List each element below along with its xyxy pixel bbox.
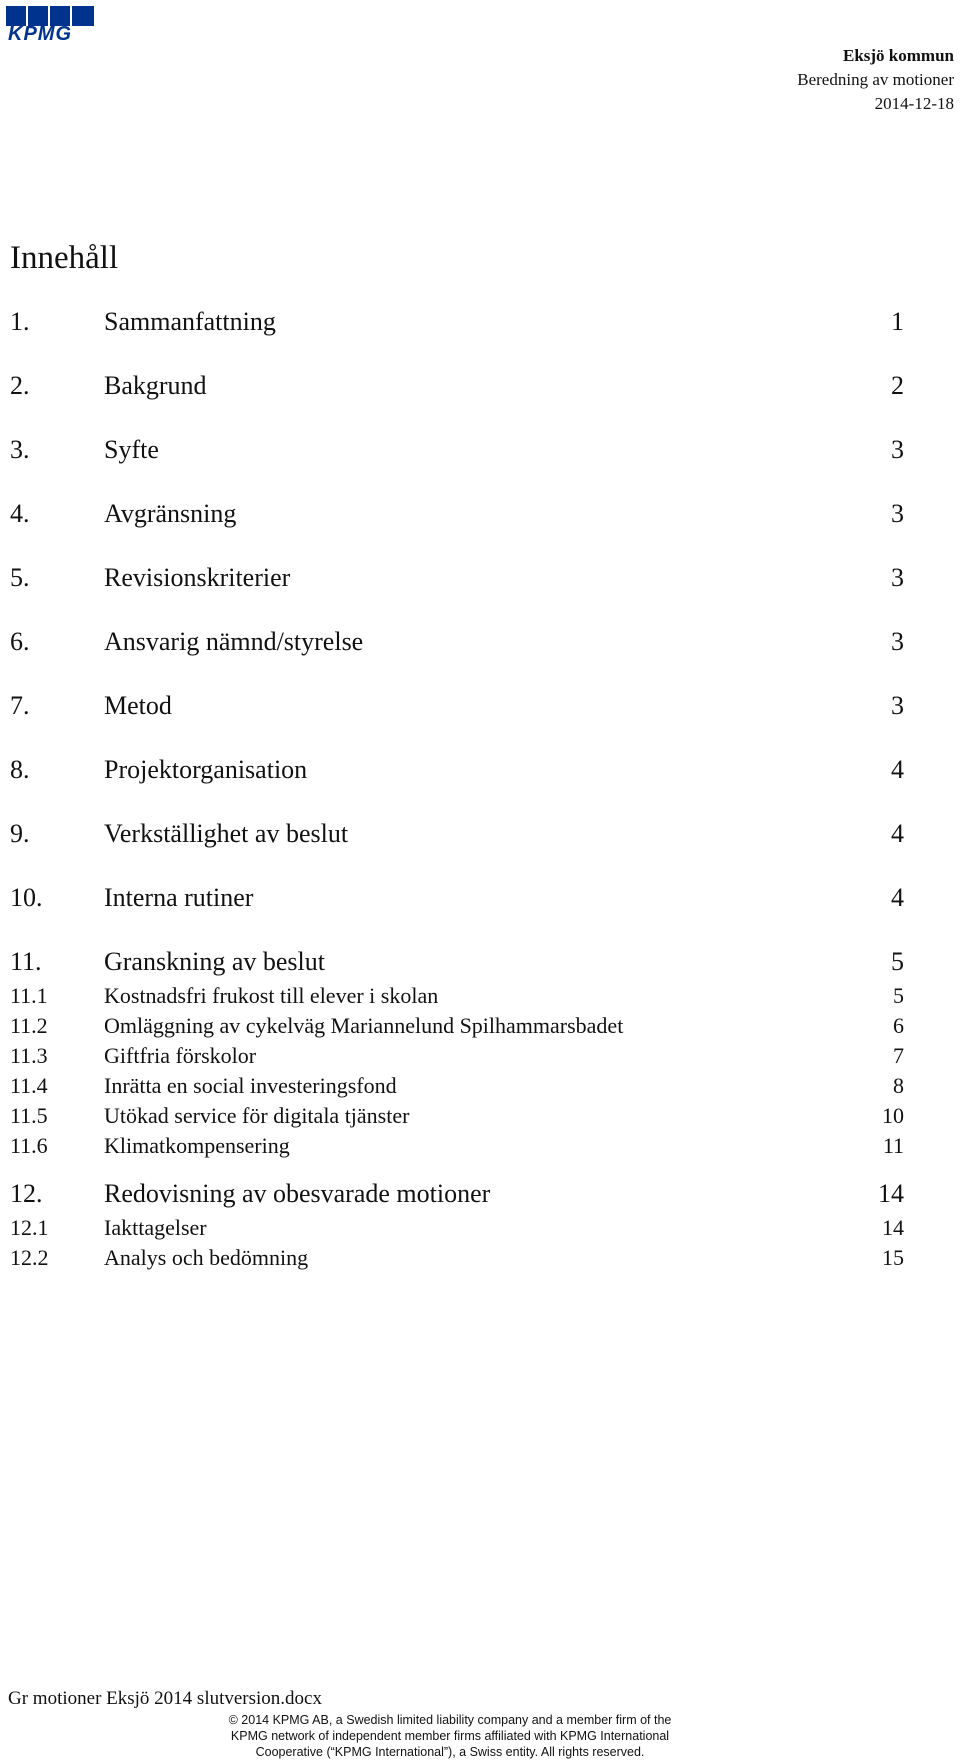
toc-entry[interactable] [0,946,960,978]
toc-entry-page: 3 [891,435,904,464]
toc-entry-page: 11 [882,1133,904,1158]
toc-entry[interactable] [0,562,960,594]
footer-copyright [170,1712,730,1760]
toc-entry-label: Interna rutiner [104,883,254,912]
toc-subentry[interactable] [0,1102,960,1134]
toc-entry-page: 4 [891,883,904,912]
toc-entry-page: 3 [891,563,904,592]
toc-entry-number: 1. [10,307,30,336]
toc-subentry[interactable] [0,1072,960,1104]
toc-entry-number: 11.4 [10,1073,48,1098]
toc-entry-number: 2. [10,371,30,400]
toc-entry-number: 5. [10,563,30,592]
toc-entry-page: 14 [878,1179,904,1208]
toc-entry-number: 7. [10,691,30,720]
toc-entry-label: Kostnadsfri frukost till elever i skolan [104,983,439,1008]
toc-entry-page: 3 [891,499,904,528]
toc-entry-label: Avgränsning [104,499,237,528]
toc-entry-label: Granskning av beslut [104,947,325,976]
toc-subentry[interactable] [0,982,960,1014]
toc-entry[interactable] [0,882,960,914]
toc-subentry[interactable] [0,1012,960,1044]
toc-entry-label: Ansvarig nämnd/styrelse [104,627,364,656]
toc-entry-label: Verkställighet av beslut [104,819,349,848]
toc-entry[interactable] [0,690,960,722]
toc-entry-number: 11.3 [10,1043,48,1068]
toc-entry-page: 7 [893,1043,904,1068]
toc-entry-page: 3 [891,691,904,720]
toc-entry-label: Utökad service för digitala tjänster [104,1103,410,1128]
toc-entry[interactable] [0,626,960,658]
toc-entry-number: 4. [10,499,30,528]
toc-entry-label: Klimatkompensering [104,1133,290,1158]
toc-entry-page: 4 [891,819,904,848]
toc-subentry[interactable] [0,1042,960,1074]
toc-entry[interactable] [0,1178,960,1210]
footer-filename: Gr motioner Eksjö 2014 slutversion.docx [8,1688,322,1709]
toc-entry-label: Sammanfattning [104,307,276,336]
toc-entry-page: 15 [882,1245,904,1270]
toc-entry-number: 11. [10,947,42,976]
toc-entry-label: Revisionskriterier [104,563,291,592]
toc-entry-number: 12. [10,1179,43,1208]
toc-entry-label: Syfte [104,435,159,464]
toc-entry-label: Redovisning av obesvarade motioner [104,1179,491,1208]
logo-box-4 [72,6,94,26]
toc-entry[interactable] [0,370,960,402]
toc-subentry[interactable] [0,1244,960,1276]
toc-title: Innehåll [10,240,119,276]
logo-text: KPMG [8,23,72,44]
toc-entry-number: 11.1 [10,983,48,1008]
toc-entry-page: 6 [893,1013,904,1038]
toc-entry-number: 3. [10,435,30,464]
toc-entry-page: 14 [882,1215,904,1240]
toc-entry-number: 12.2 [10,1245,49,1270]
document-header [797,44,954,116]
toc-entry-label: Inrätta en social investeringsfond [104,1073,397,1098]
toc-entry-label: Projektorganisation [104,755,308,784]
toc-entry-number: 11.2 [10,1013,48,1038]
toc-entry-page: 3 [891,627,904,656]
header-subtitle: Beredning av motioner [797,70,954,89]
toc-entry[interactable] [0,498,960,530]
toc-entry-page: 8 [893,1073,904,1098]
toc-entry-label: Analys och bedömning [104,1245,309,1270]
toc-entry-label: Bakgrund [104,371,207,400]
toc-entry-number: 10. [10,883,43,912]
toc-entry[interactable] [0,434,960,466]
toc-entry-page: 2 [891,371,904,400]
copyright-line: KPMG network of independent member firms affiliated with KPMG International [230,1729,670,1743]
toc-entry-number: 11.5 [10,1103,48,1128]
copyright-line: © 2014 KPMG AB, a Swedish limited liability company and a member firm of the [228,1713,672,1727]
toc-subentry[interactable] [0,1214,960,1246]
toc-entry-number: 11.6 [10,1133,48,1158]
toc-entry-label: Iakttagelser [104,1215,207,1240]
toc-entry-page: 5 [891,947,904,976]
header-date: 2014-12-18 [874,94,954,113]
toc-entry[interactable] [0,818,960,850]
toc-entry-page: 1 [891,307,904,336]
toc-entry-number: 6. [10,627,30,656]
toc-entry-number: 9. [10,819,30,848]
toc-entry-number: 8. [10,755,30,784]
toc-entry-label: Giftfria förskolor [104,1043,257,1068]
toc-entry-page: 10 [882,1103,904,1128]
toc-entry[interactable] [0,306,960,338]
toc-subentry[interactable] [0,1132,960,1164]
toc-entry-page: 5 [893,983,904,1008]
header-organization: Eksjö kommun [842,46,954,65]
toc-entry[interactable] [0,754,960,786]
toc-entry-page: 4 [891,755,904,784]
toc-entry-label: Omläggning av cykelväg Mariannelund Spilhammarsbadet [104,1013,624,1038]
toc-entry-label: Metod [104,691,172,720]
copyright-line: Cooperative (“KPMG International”), a Swiss entity. All rights reserved. [255,1745,645,1759]
toc-entry-number: 12.1 [10,1215,49,1240]
kpmg-logo [6,6,106,44]
